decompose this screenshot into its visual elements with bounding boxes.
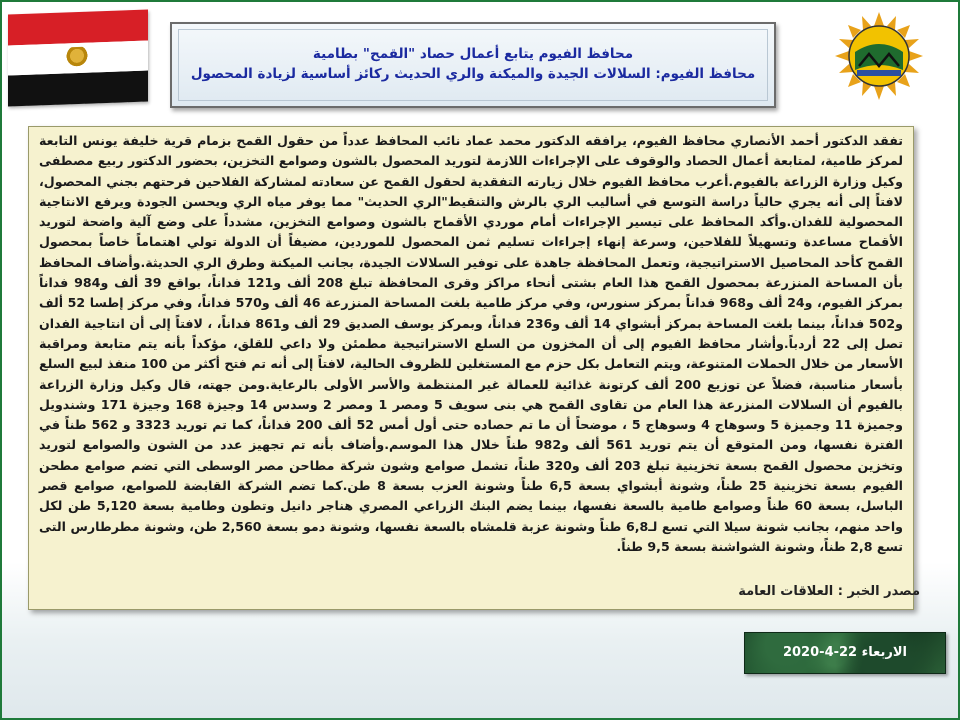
date-badge: الاربعاء 22-4-2020 — [744, 632, 946, 674]
fayoum-logo-icon — [834, 8, 924, 104]
egypt-flag-icon — [8, 10, 148, 107]
article-body: تفقد الدكتور أحمد الأنصاري محافظ الفيوم، يرافقه الدكتور محمد عماد نائب المحافظ عدداً من حقول القمح بزمام قرية خليفة يونس التابعة لمركز طامية، لمتابعة أعمال الحصاد والوقوف على الإجراءات اللازمة لتوريد المحصول بالشون وصوامع التخزين، بحضور الدكتور ربيع مصطفى وكيل وزارة الزراعة بالفيوم.أعرب محافظ الفيوم خلال زيارته التفقدية لحقول القمح عن سعادته لمشاركة الفلاحين فرحتهم بجني المحصول، لافتاً إلى أنه يجري حالياً دراسة التوسع في أساليب الري بالرش والتنقيط"الري الحديث" مما يوفر مياه الري ويحسن الجودة ويرفع الانتاجية المحصولية للفدان.وأكد المحافظ على تيسير الإجراءات أمام موردي الأقماح بالشون وصوامع التخزين، مشدداً على وضع آلية واضحة لتوريد الأقماح مساعدة وتسهيلاً للفلاحين، وسرعة إنهاء إجراءات تسليم ثمن المحصول للموردين، مضيفاً أن الدولة تولي اهتماماً خاصاً بمحصول القمح كأحد المحاصيل الاستراتيجية، وتعمل المحافظة جاهدة على توفير السلالات الجيدة، بجانب الميكنة وطرق الري الحديثة.وأضاف المحافظ بأن المساحة المنزرعة بمحصول القمح هذا العام بشتى أنحاء مراكز وقرى المحافظة تبلغ 208 ألف و121 فداناً، بواقع 39 ألف و984 فداناً بمركز الفيوم، و24 ألف و968 فداناً بمركز سنورس، وفي مركز طامية بلغت المساحة المنزرعة 46 ألف و570 فداناً، وفي مركز إطسا 52 ألف و502 فداناً، بينما بلغت المساحة بمركز أبشواي 14 ألف و236 فداناً، وبمركز يوسف الصديق 29 ألف و861 فداناً، ، لافتاً إلى أن انتاجية الفدان تصل إلى 22 أردباً.وأشار محافظ الفيوم إلى أن المخزون من السلع الاستراتيجية مطمئن ولا داعي للقلق، مؤكداً بأنه يتم متابعة ومراقبة الأسعار من خلال الحملات المتنوعة، ويتم التعامل بكل حزم مع المستغلين للظروف الحالية، لافتاً إلى أنه تم فتح أكثر من 100 منفذ لبيع السلع بأسعار مناسبة، فضلاً عن توزيع 200 ألف كرتونة غذائية للعمالة غير المنتظمة والأسر الأولى بالرعاية.ومن جهته، قال وكيل وزارة الزراعة بالفيوم أن السلالات المنزرعة هذا العام من تقاوى القمح هي بنى سويف 5 ومصر 1 ومصر 2 وسدس 14 وجيزة 168 وجيزة 171 وشندويل وجميزة 11 وجميزة 5 وسوهاج 4 وسوهاج 5 ، موضحاً أن ما تم حصاده حتى أول أمس 52 ألف 200 فداناً، كما تم توريد 3323 و 562 طناً في الفترة نفسها، ومن المتوقع أن يتم توريد 561 ألف و982 طناً خلال هذا الموسم.وأضاف بأنه تم تجهيز عدد من الشون والصوامع لتوريد وتخزين محصول القمح بسعة تخزينية تبلغ 203 ألف و320 طناً، تشمل صوامع وشون شركة مطاحن مصر الوسطى التي تضم صوامع مطحن الفيوم بسعة تخزينية 25 طناً، وشونة أبشواي بسعة 6,5 طناً وشونة العزب بسعة 8 طن.كما تضم الشركة القابضة للصوامع، صوامع قصر الباسل، بسعة 60 طناً وصوامع طامية بالسعة نفسها، بينما يضم البنك الزراعي المصري هناجر دانيل وتطون وطامية بسعة 5,120 طن لكل واحد منهم، بجانب شونة سيلا التي تسع لـ6,8 طناً وشونة عزبة قلمشاه بالسعة نفسها، وشونة دمو بسعة 2,560 طن، وشونة مطرطارس التى تسع 2,8 طناً، وشونة الشواشنة بسعة 9,5 طناً. — [39, 133, 904, 554]
headline-subtitle: محافظ الفيوم: السلالات الجيدة والميكنة والري الحديث ركائز أساسية لزيادة المحصول — [190, 66, 756, 82]
article-panel — [28, 126, 914, 610]
headline-title: محافظ الفيوم يتابع أعمال حصاد "القمح" بطامية — [312, 46, 634, 62]
headline-box — [170, 22, 776, 108]
news-source: مصدر الخبر : العلاقات العامة — [738, 584, 920, 599]
